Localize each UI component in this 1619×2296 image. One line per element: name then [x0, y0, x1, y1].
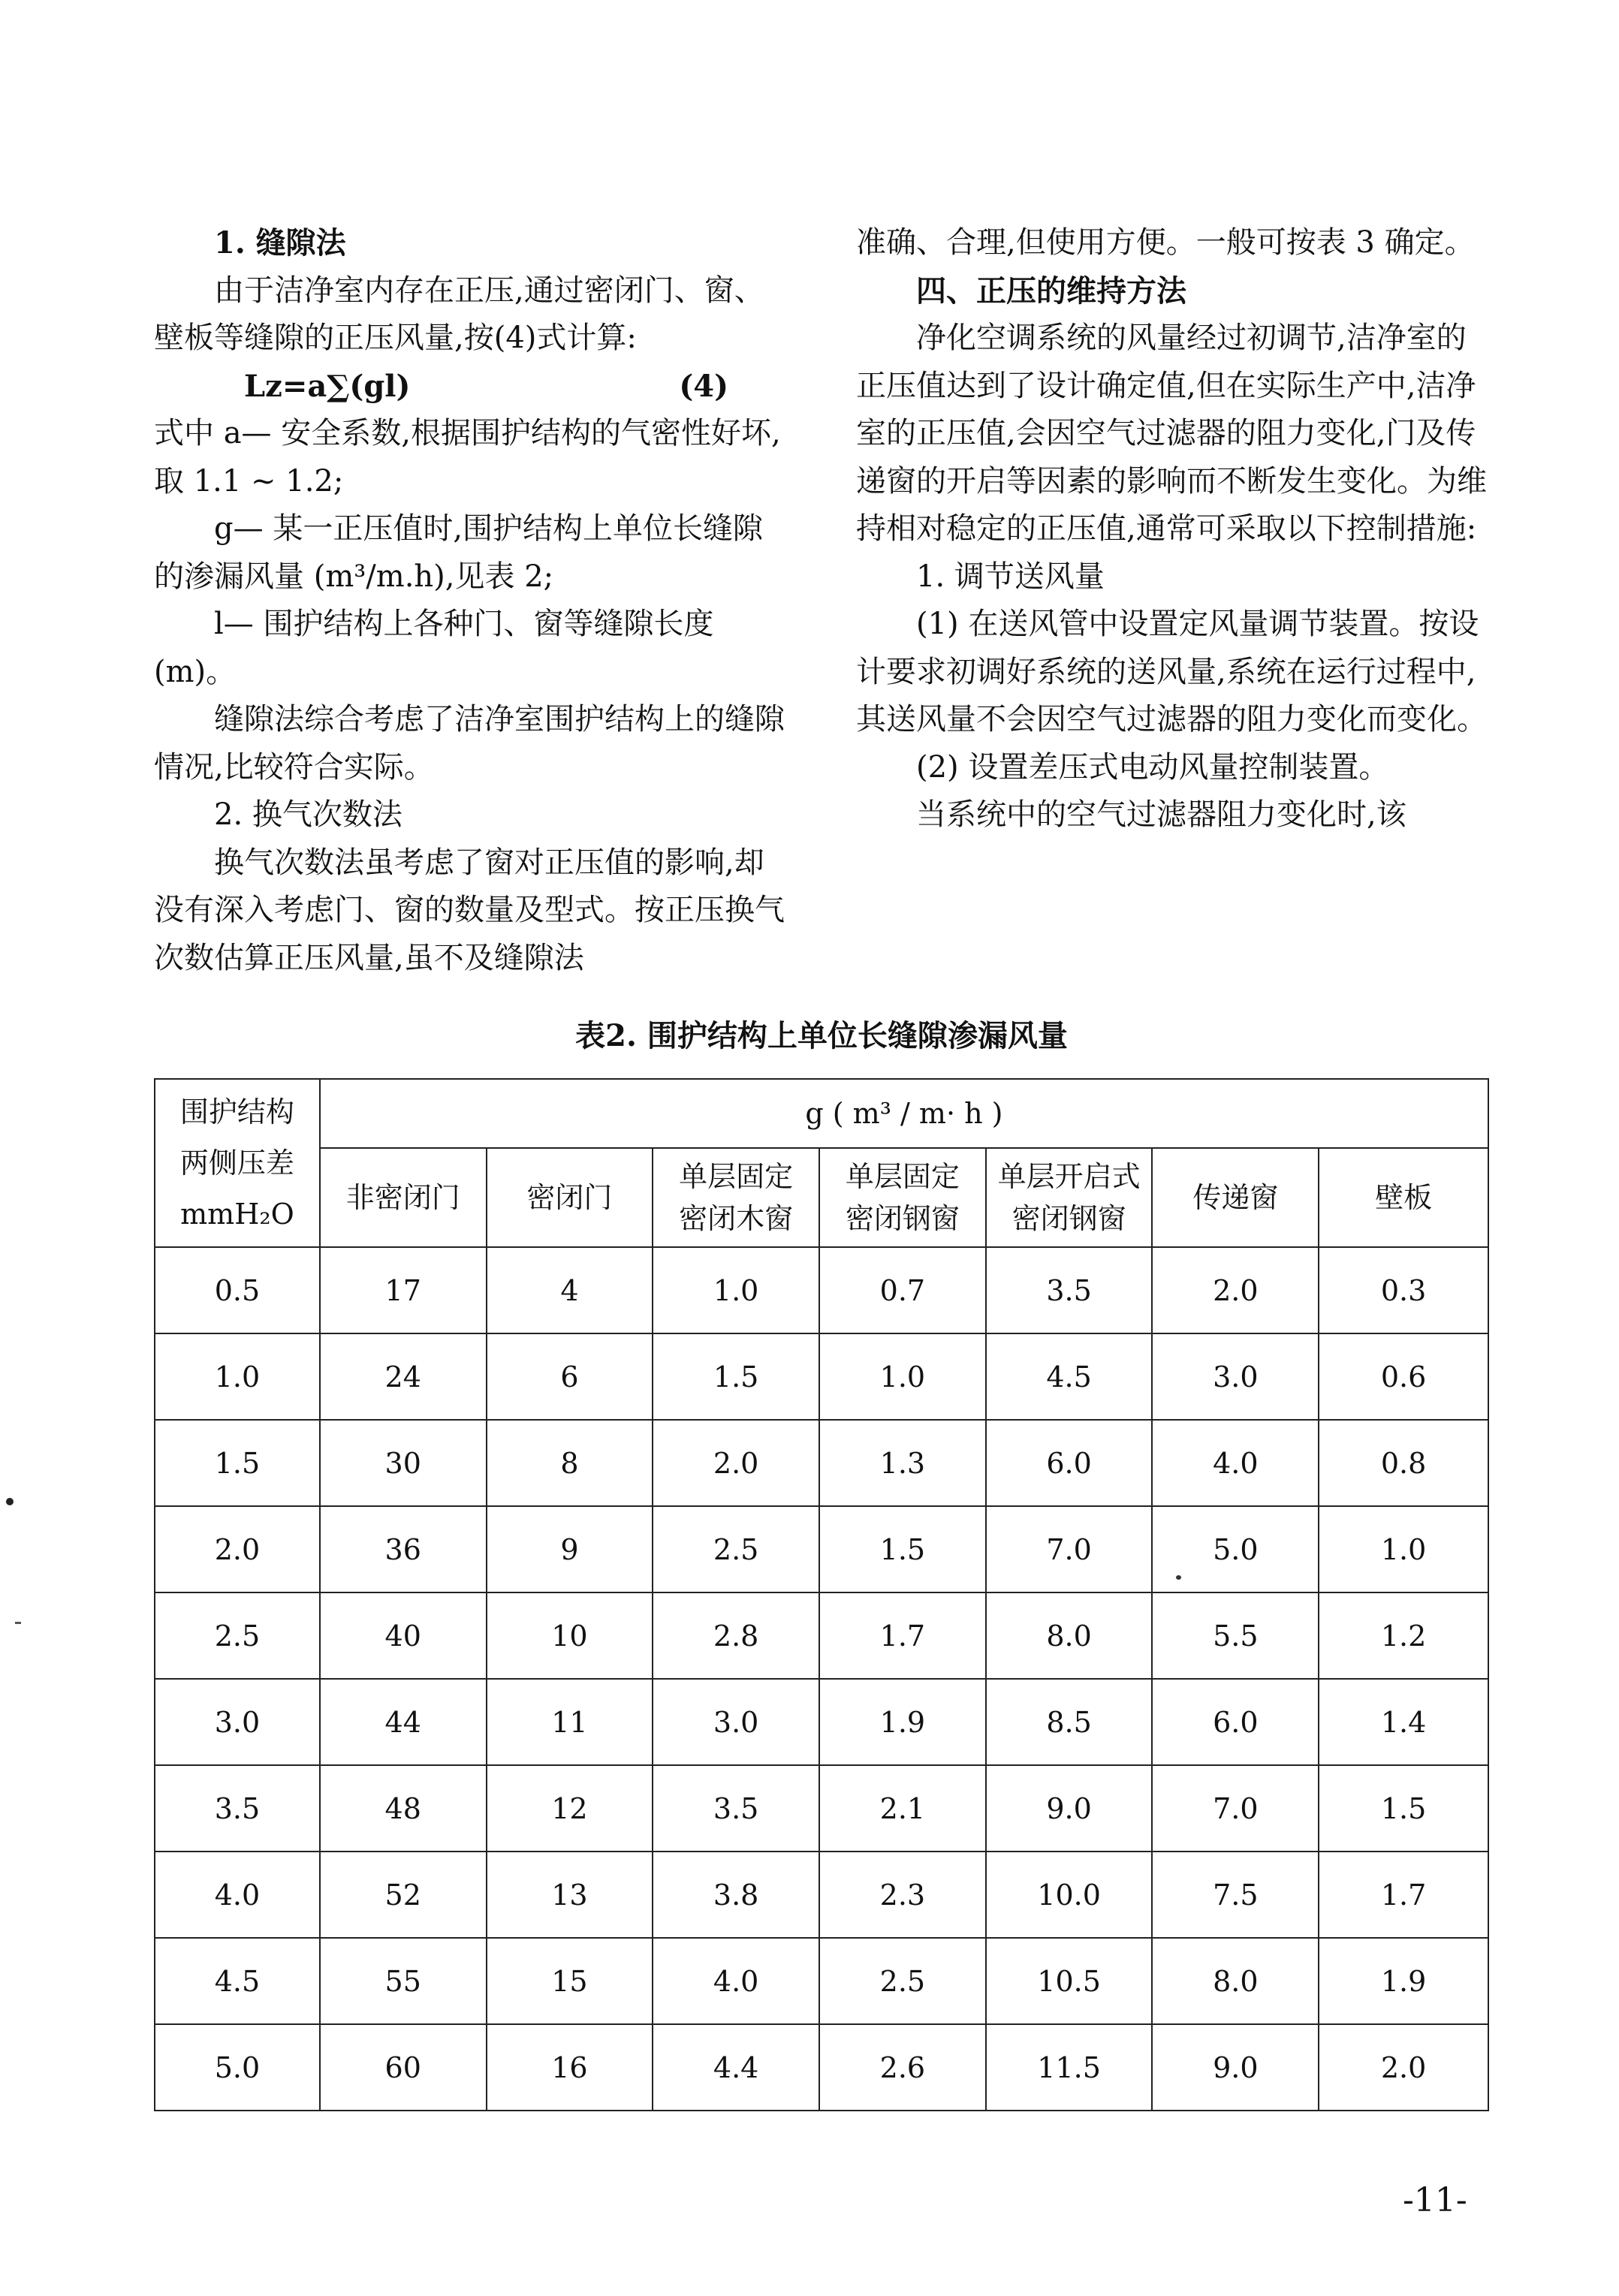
left-column — [154, 219, 788, 982]
value-cell: 12 — [487, 1765, 653, 1852]
table-row — [155, 1506, 1488, 1592]
pressure-cell: 3.0 — [155, 1679, 320, 1765]
value-cell: 24 — [320, 1333, 487, 1420]
value-cell: 2.0 — [1319, 2024, 1488, 2111]
corner-line: 两侧压差 — [179, 1146, 294, 1180]
paragraph: 由于洁净室内存在正压,通过密闭门、窗、壁板等缝隙的正压风量,按(4)式计算: — [154, 273, 764, 355]
value-cell: 1.5 — [819, 1506, 986, 1592]
value-cell: 17 — [320, 1247, 487, 1333]
group-header: g ( m³ / m· h ) — [320, 1079, 1488, 1148]
value-cell: 10 — [487, 1592, 653, 1679]
section-heading-gap-method: 1. 缝隙法 — [214, 225, 346, 261]
value-cell: 1.9 — [1319, 1938, 1488, 2024]
value-cell: 7.0 — [1152, 1765, 1319, 1852]
value-cell: 2.1 — [819, 1765, 986, 1852]
section-heading-air-change-method: 2. 换气次数法 — [214, 797, 402, 832]
value-cell: 1.0 — [653, 1247, 819, 1333]
value-cell: 16 — [487, 2024, 653, 2111]
value-cell: 1.5 — [653, 1333, 819, 1420]
value-cell: 1.4 — [1319, 1679, 1488, 1765]
value-cell: 3.5 — [986, 1247, 1153, 1333]
value-cell: 5.0 — [1152, 1506, 1319, 1592]
value-cell: 6.0 — [1152, 1679, 1319, 1765]
value-cell: 36 — [320, 1506, 487, 1592]
value-cell: 6.0 — [986, 1420, 1153, 1506]
value-cell: 5.5 — [1152, 1592, 1319, 1679]
column-header — [819, 1148, 986, 1247]
value-cell: 60 — [320, 2024, 487, 2111]
value-cell: 15 — [487, 1938, 653, 2024]
column-header-line: 密闭门 — [526, 1181, 613, 1214]
value-cell: 2.5 — [819, 1938, 986, 2024]
value-cell: 4 — [487, 1247, 653, 1333]
column-header — [986, 1148, 1153, 1247]
value-cell: 7.0 — [986, 1506, 1153, 1592]
value-cell: 4.0 — [653, 1938, 819, 2024]
paragraph: 缝隙法综合考虑了洁净室围护结构上的缝隙情况,比较符合实际。 — [154, 702, 785, 785]
column-header — [1319, 1148, 1488, 1247]
value-cell: 13 — [487, 1852, 653, 1938]
pressure-cell: 2.0 — [155, 1506, 320, 1592]
value-cell: 8.5 — [986, 1679, 1153, 1765]
value-cell: 8.0 — [1152, 1938, 1319, 2024]
value-cell: 0.3 — [1319, 1247, 1488, 1333]
corner-line: mmH₂O — [180, 1198, 294, 1231]
paragraph: 当系统中的空气过滤器阻力变化时,该 — [916, 797, 1406, 832]
scan-speck — [15, 1622, 21, 1624]
column-header-line: 密闭钢窗 — [1011, 1202, 1126, 1235]
value-cell: 0.7 — [819, 1247, 986, 1333]
paragraph: (1) 在送风管中设置定风量调节装置。按设计要求初调好系统的送风量,系统在运行过程中,其送风量不会因空气过滤器的阻力变化而变化。 — [856, 607, 1487, 737]
page-number: -11- — [1403, 2181, 1467, 2219]
pressure-cell: 1.0 — [155, 1333, 320, 1420]
pressure-cell: 2.5 — [155, 1592, 320, 1679]
value-cell: 1.0 — [1319, 1506, 1488, 1592]
variable-l-definition: l— 围护结构上各种门、窗等缝隙长度 (m)。 — [154, 607, 714, 689]
pressure-diff-header — [155, 1079, 320, 1247]
paragraph: 准确、合理,但使用方便。一般可按表 3 确定。 — [856, 225, 1475, 260]
value-cell: 0.6 — [1319, 1333, 1488, 1420]
value-cell: 44 — [320, 1679, 487, 1765]
column-header — [1152, 1148, 1319, 1247]
value-cell: 8.0 — [986, 1592, 1153, 1679]
value-cell: 3.0 — [1152, 1333, 1319, 1420]
pressure-cell: 1.5 — [155, 1420, 320, 1506]
variable-a-definition: 式中 a— 安全系数,根据围护结构的气密性好坏,取 1.1 ~ 1.2; — [154, 416, 781, 499]
value-cell: 7.5 — [1152, 1852, 1319, 1938]
section-heading-maintain-pressure: 四、正压的维持方法 — [916, 273, 1186, 309]
subheading-adjust-supply-air: 1. 调节送风量 — [916, 559, 1105, 594]
column-header-row — [155, 1148, 1488, 1247]
column-header-line: 壁板 — [1375, 1181, 1433, 1214]
value-cell: 1.7 — [1319, 1852, 1488, 1938]
column-header-line: 传递窗 — [1192, 1181, 1279, 1214]
variable-g-definition: g— 某一正压值时,围护结构上单位长缝隙的渗漏风量 (m³/m.h),见表 2; — [154, 511, 764, 594]
value-cell: 1.9 — [819, 1679, 986, 1765]
paragraph: (2) 设置差压式电动风量控制装置。 — [916, 749, 1389, 785]
value-cell: 8 — [487, 1420, 653, 1506]
value-cell: 2.0 — [653, 1420, 819, 1506]
value-cell: 3.5 — [653, 1765, 819, 1852]
value-cell: 9.0 — [1152, 2024, 1319, 2111]
column-header-line: 单层固定 — [679, 1160, 794, 1193]
table-row — [155, 2024, 1488, 2111]
value-cell: 6 — [487, 1333, 653, 1420]
column-header — [320, 1148, 487, 1247]
paragraph: 净化空调系统的风量经过初调节,洁净室的正压值达到了设计确定值,但在实际生产中,洁净室的正压值,会因空气过滤器的阻力变化,门及传递窗的开启等因素的影响而不断发生变化。为维持相对稳定的正压值,通常可采取以下控制措施: — [856, 321, 1487, 546]
value-cell: 3.0 — [653, 1679, 819, 1765]
value-cell: 1.7 — [819, 1592, 986, 1679]
pressure-cell: 3.5 — [155, 1765, 320, 1852]
formula-expression: Lz=a∑(gl) — [244, 368, 411, 404]
scan-speck — [6, 1498, 14, 1505]
value-cell: 1.5 — [1319, 1765, 1488, 1852]
value-cell: 11.5 — [986, 2024, 1153, 2111]
pressure-cell: 5.0 — [155, 2024, 320, 2111]
value-cell: 1.0 — [819, 1333, 986, 1420]
value-cell: 2.6 — [819, 2024, 986, 2111]
pressure-cell: 4.5 — [155, 1938, 320, 2024]
value-cell: 11 — [487, 1679, 653, 1765]
value-cell: 55 — [320, 1938, 487, 2024]
table-row — [155, 1592, 1488, 1679]
formula-4 — [154, 363, 788, 411]
value-cell: 1.3 — [819, 1420, 986, 1506]
value-cell: 3.8 — [653, 1852, 819, 1938]
paragraph: 换气次数法虽考虑了窗对正压值的影响,却没有深入考虑门、窗的数量及型式。按正压换气次数估算正压风量,虽不及缝隙法 — [154, 845, 785, 975]
column-header-line: 单层开启式 — [997, 1160, 1141, 1193]
value-cell: 10.5 — [986, 1938, 1153, 2024]
column-header-line: 单层固定 — [845, 1160, 960, 1193]
value-cell: 52 — [320, 1852, 487, 1938]
leakage-table — [154, 1078, 1489, 2111]
table-row — [155, 1679, 1488, 1765]
table-row — [155, 1420, 1488, 1506]
table-row — [155, 1765, 1488, 1852]
formula-number: (4) — [679, 368, 728, 404]
value-cell: 1.2 — [1319, 1592, 1488, 1679]
value-cell: 4.4 — [653, 2024, 819, 2111]
table-caption: 表2. 围护结构上单位长缝隙渗漏风量 — [575, 1018, 1068, 1053]
pressure-cell: 4.0 — [155, 1852, 320, 1938]
value-cell: 10.0 — [986, 1852, 1153, 1938]
scan-speck — [1176, 1575, 1181, 1580]
column-header — [653, 1148, 819, 1247]
value-cell: 4.5 — [986, 1333, 1153, 1420]
corner-line: 围护结构 — [179, 1095, 294, 1128]
table-body — [155, 1247, 1488, 2111]
column-header-line: 密闭钢窗 — [845, 1202, 960, 1235]
column-header — [487, 1148, 653, 1247]
table-row — [155, 1852, 1488, 1938]
table-row — [155, 1938, 1488, 2024]
value-cell: 2.8 — [653, 1592, 819, 1679]
value-cell: 9 — [487, 1506, 653, 1592]
table-row — [155, 1333, 1488, 1420]
value-cell: 30 — [320, 1420, 487, 1506]
value-cell: 2.5 — [653, 1506, 819, 1592]
value-cell: 2.3 — [819, 1852, 986, 1938]
value-cell: 9.0 — [986, 1765, 1153, 1852]
pressure-cell: 0.5 — [155, 1247, 320, 1333]
value-cell: 40 — [320, 1592, 487, 1679]
value-cell: 48 — [320, 1765, 487, 1852]
right-column — [856, 219, 1491, 839]
value-cell: 4.0 — [1152, 1420, 1319, 1506]
value-cell: 0.8 — [1319, 1420, 1488, 1506]
table-row — [155, 1247, 1488, 1333]
value-cell: 2.0 — [1152, 1247, 1319, 1333]
column-header-line: 非密闭门 — [345, 1181, 460, 1214]
column-header-line: 密闭木窗 — [679, 1202, 794, 1235]
